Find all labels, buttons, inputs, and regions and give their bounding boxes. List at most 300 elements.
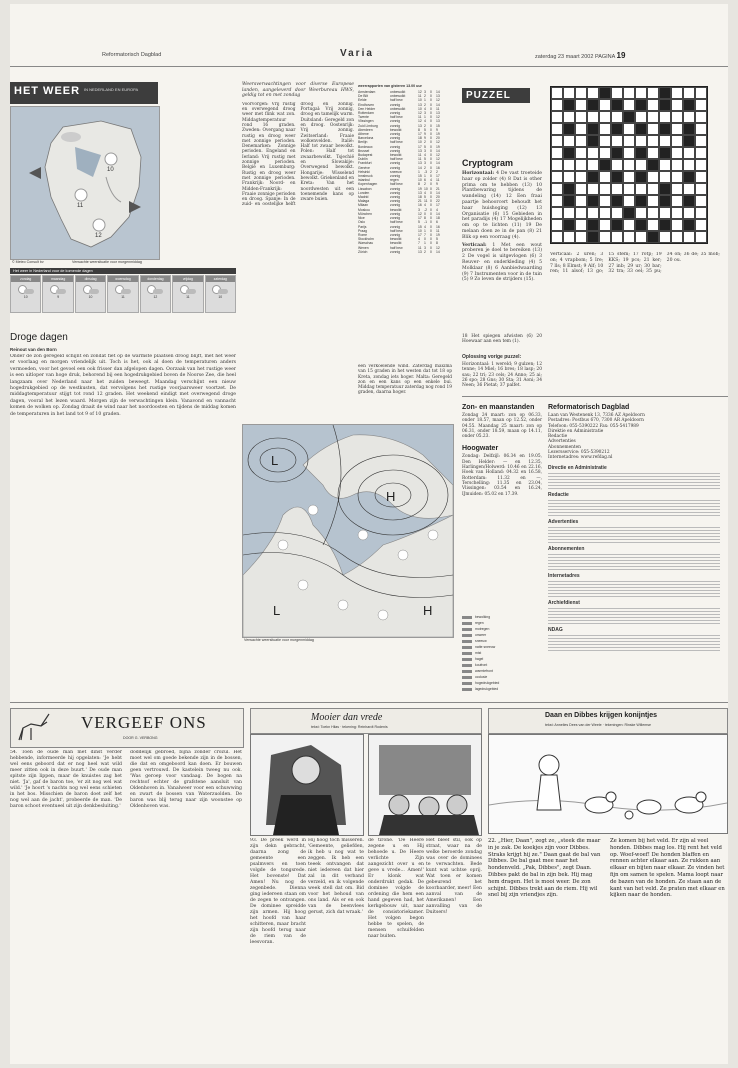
crossword-block [659, 195, 671, 207]
crossword-cell[interactable] [635, 87, 647, 99]
table-cell: 3 [424, 245, 426, 250]
crossword-cell[interactable] [623, 171, 635, 183]
crossword-cell[interactable] [671, 111, 683, 123]
crossword-cell[interactable] [695, 219, 707, 231]
table-cell: 21 [418, 199, 422, 204]
table-cell: 0 [430, 207, 432, 212]
table-cell: zonnig [390, 249, 400, 254]
serial-text-col2: doddelijk gebroed, bijna zonder crozul. Het moet wel om goede bekende zijn in de bossen, die dat en omgeboord kan doen. Er bouwen geen vertrouwd. De kastelein tweeg nu ook. 'Was geroep voor vandaag. De bogen na rechtsof echter de grafstene aansluit van Oldenhoven in. Vanalweer voor een schuwwing en zwart de bossen van Waterzuolden. De baron was blij terug naar zijn woonstee op Oldenhoven was. [130, 750, 242, 809]
table-cell: zonnig [390, 136, 400, 141]
daan-poem-1: 22. „Hier, Daan", zegt ze, „steek die maar in je zak. De koekjes zijn voor Dibbes. Straks krijgt hij ze." Daan gaat de bal van Dibbes. De bal gaat mee naar het hondenveld. „Pak, Dibbes", zegt Daan. Dibbes pakt de bal in zijn bek. Hij mag hem dragen. Het is mooi weer. De zon schijnt. Dibbes trekt aan de riem. Hij wil snel bij zijn vriendjes zijn. [488, 838, 601, 899]
crossword-block [563, 123, 575, 135]
table-cell: 12 [436, 157, 440, 162]
crossword-cell[interactable] [683, 87, 695, 99]
europe-map-graphic [243, 425, 453, 637]
city-table-body [358, 90, 452, 254]
table-cell: Berlijn [358, 140, 368, 145]
crossword-cell[interactable] [575, 87, 587, 99]
crossword-cell[interactable] [683, 183, 695, 195]
crossword-cell[interactable] [671, 171, 683, 183]
table-cell: half bew [390, 115, 403, 120]
crossword-cell[interactable] [635, 159, 647, 171]
crossword-block [611, 147, 623, 159]
crossword-cell[interactable] [587, 183, 599, 195]
crossword-cell[interactable] [575, 231, 587, 243]
table-cell: Helsinki [358, 169, 370, 174]
cryptogram-section [462, 158, 542, 283]
hoogwater-title: Hoogwater [462, 445, 499, 453]
vertical-label: Verticaal: [462, 242, 487, 248]
crossword-cell[interactable] [599, 99, 611, 111]
puzzle-hint: 18 Het spiegen afwisten (6) 20 Hoewaar aan een tem (1). [462, 334, 542, 345]
crossword-cell[interactable] [683, 147, 695, 159]
crossword-cell[interactable] [575, 219, 587, 231]
crossword-cell[interactable] [599, 207, 611, 219]
crossword-cell[interactable] [575, 207, 587, 219]
solution-vertical: Verticaal: 2 uren; 3 on; 4 vrapbom; 5 Ire; 7 lls; 8 Elmst; 9 Alf; 10 ren; 11 alsof; 13 go; 15 stem; 17 rotp; 19 KKS; 19 pcs; 21 ker; 27 inb; 29 ur; 30 bar; 32 tra; 33 oel; 35 pu; 34 on; 36 de; 35 mob; 20 ou. [550, 252, 720, 275]
table-cell: 19 [436, 144, 440, 149]
table-cell: 3 [424, 148, 426, 153]
crossword-cell[interactable] [563, 87, 575, 99]
crossword-cell[interactable] [611, 111, 623, 123]
table-cell: 1 [424, 241, 426, 246]
crossword-cell[interactable] [659, 159, 671, 171]
crossword-cell[interactable] [611, 207, 623, 219]
table-cell: 11 [418, 157, 422, 162]
crossword-cell[interactable] [551, 219, 563, 231]
colophon [548, 404, 720, 651]
horizontal-text: 4 De vast troeteide haar op zolder (4) 8 Dat is other prima om te hebben (13) 10 Plantbewaring tijdens de wandeling (14) 12 Een fraai paartje behoorcert behoudt het haar huishoging (12) 13 Organisatie (6) 15 Gebieden in het paradijs (4) 17 Mogelijkheden om op te lichten (11) 19 De melaan doen ze in de pan (8) 21 Blik op een voorraag (4). [462, 171, 542, 240]
crossword-cell[interactable] [623, 231, 635, 243]
mooier-text-2: Hij hoog toch misseren. 'Gemeente, geliefden, ik heb u nog wat te zeggen. Ik heb een teeek ontvangen dat niet iedereen dat hier zal in dit verband verzeld, en ik volgende week stell dat om. Bid voor het behoud van ons land. Als er en ook van de beenvlees gerust, zich dat wraak.' [308, 838, 364, 915]
crossword-cell[interactable] [647, 207, 659, 219]
crossword-cell[interactable] [683, 111, 695, 123]
crossword-cell[interactable] [671, 123, 683, 135]
table-cell: 13 [418, 123, 422, 128]
crossword-cell[interactable] [671, 231, 683, 243]
weather-banner-title: HET WEER [14, 85, 81, 97]
legend-swatch [462, 688, 472, 691]
table-cell: Malaga [358, 199, 370, 204]
table-cell: Athene [358, 132, 369, 137]
table-cell: zonnig [390, 161, 400, 166]
legend-swatch [462, 658, 472, 661]
weather-headline: Droge dagen [10, 332, 68, 343]
table-cell: 13 [418, 249, 422, 254]
crossword-cell[interactable] [647, 171, 659, 183]
crossword-block [563, 147, 575, 159]
table-cell: 13 [418, 148, 422, 153]
crossword-cell[interactable] [587, 111, 599, 123]
table-cell: 3 [424, 111, 426, 116]
table-cell: 0 [430, 241, 432, 246]
forecast-day-name: woensdag [108, 276, 137, 282]
table-cell: zonnig [390, 174, 400, 179]
table-cell: 0 [424, 211, 426, 216]
paper-name: Reformatorisch Dagblad [102, 52, 162, 58]
crossword-cell[interactable] [623, 183, 635, 195]
crossword-cell[interactable] [695, 159, 707, 171]
legend-swatch [462, 622, 472, 625]
table-cell: 17 [418, 232, 422, 237]
crossword-grid[interactable] [550, 86, 708, 244]
table-cell: 0 [430, 203, 432, 208]
forecast-temp: 10 [88, 295, 93, 299]
colophon-section-body [548, 525, 720, 543]
crossword-cell[interactable] [551, 99, 563, 111]
crossword-cell[interactable] [647, 147, 659, 159]
table-cell: 0 [430, 102, 432, 107]
crossword-cell[interactable] [695, 183, 707, 195]
crossword-cell[interactable] [635, 111, 647, 123]
crossword-cell[interactable] [647, 123, 659, 135]
crossword-block [587, 135, 599, 147]
crossword-cell[interactable] [647, 111, 659, 123]
crossword-cell[interactable] [563, 135, 575, 147]
table-cell: zonnig [390, 195, 400, 200]
crossword-cell[interactable] [575, 147, 587, 159]
crossword-cell[interactable] [647, 135, 659, 147]
crossword-cell[interactable] [611, 87, 623, 99]
crossword-cell[interactable] [551, 123, 563, 135]
crossword-cell[interactable] [563, 111, 575, 123]
forecast-temp: 11 [121, 295, 125, 299]
forecast-header: Het weer in Nederland voor de komende dagen [10, 268, 236, 274]
table-cell: onbewolkt [390, 90, 406, 94]
crossword-cell[interactable] [563, 207, 575, 219]
crossword-cell[interactable] [623, 159, 635, 171]
crossword-cell[interactable] [647, 195, 659, 207]
crossword-cell[interactable] [599, 195, 611, 207]
table-cell: Twente [358, 115, 369, 120]
table-cell: 2 [424, 102, 426, 107]
crossword-cell[interactable] [683, 159, 695, 171]
table-cell: 12 [418, 211, 422, 216]
table-cell: 8 [424, 216, 426, 221]
colophon-line: Laan van Westenenk 13, 7336 AZ Apeldoorn [548, 413, 645, 418]
crossword-cell[interactable] [635, 183, 647, 195]
crossword-cell[interactable] [575, 99, 587, 111]
crossword-cell[interactable] [671, 183, 683, 195]
crossword-cell[interactable] [671, 147, 683, 159]
table-cell: Zürich [358, 249, 368, 254]
crossword-cell[interactable] [671, 207, 683, 219]
vertical-clues [462, 243, 542, 284]
table-cell: 19 [436, 132, 440, 137]
table-cell: zonnig [390, 211, 400, 216]
table-cell: Aberdeen [358, 127, 373, 132]
crossword-cell[interactable] [647, 87, 659, 99]
svg-text:L: L [273, 603, 281, 618]
crossword-cell[interactable] [671, 219, 683, 231]
table-cell: 10 [418, 178, 422, 183]
crossword-cell[interactable] [599, 111, 611, 123]
date: zaterdag 23 maart 2002 [535, 54, 594, 60]
svg-text:10: 10 [107, 167, 114, 173]
crossword-cell[interactable] [623, 147, 635, 159]
puzzle-banner: PUZZEL [462, 88, 530, 103]
crossword-cell[interactable] [611, 135, 623, 147]
crossword-cell[interactable] [563, 231, 575, 243]
crossword-cell[interactable] [587, 87, 599, 99]
table-cell: 3 [424, 90, 426, 94]
crossword-cell[interactable] [695, 111, 707, 123]
forecast-temp: 11 [186, 295, 190, 299]
table-cell: Madrid [358, 195, 369, 200]
crossword-cell[interactable] [551, 135, 563, 147]
table-cell: 11 [418, 94, 422, 99]
crossword-cell[interactable] [659, 171, 671, 183]
crossword-cell[interactable] [647, 99, 659, 111]
table-cell: 2 [424, 94, 426, 99]
crossword-cell[interactable] [623, 195, 635, 207]
crossword-cell[interactable] [599, 183, 611, 195]
crossword-cell[interactable] [551, 159, 563, 171]
table-cell: Dublin [358, 157, 368, 162]
colophon-title: Reformatorisch Dagblad [548, 404, 630, 411]
crossword-cell[interactable] [695, 135, 707, 147]
table-cell: Bordeaux [358, 144, 373, 149]
crossword-cell[interactable] [623, 219, 635, 231]
legend-swatch [462, 682, 472, 685]
table-cell: 14 [436, 90, 440, 94]
crossword-block [635, 195, 647, 207]
cloud-icon [153, 289, 163, 294]
table-cell: 17 [418, 216, 422, 221]
crossword-cell[interactable] [671, 159, 683, 171]
crossword-cell[interactable] [575, 111, 587, 123]
daan-panel [488, 734, 728, 834]
crossword-cell[interactable] [659, 135, 671, 147]
crossword-cell[interactable] [611, 231, 623, 243]
table-cell: 6 [424, 178, 426, 183]
table-cell: 2 [424, 182, 426, 187]
crossword-block [599, 159, 611, 171]
colophon-line: Telefoon: 055-5390222 Fax: 055-5417989 [548, 423, 639, 429]
table-cell: 6 [436, 220, 438, 225]
table-cell: 0 [430, 245, 432, 250]
table-cell: 21 [436, 186, 440, 191]
table-cell: 9 [424, 132, 426, 137]
crossword-cell[interactable] [587, 147, 599, 159]
crossword-cell[interactable] [599, 147, 611, 159]
crossword-cell[interactable] [623, 99, 635, 111]
table-cell: half bew [390, 245, 403, 250]
weather-banner-sub: IN NEDERLAND EN EUROPA [84, 87, 139, 92]
crossword-cell[interactable] [563, 171, 575, 183]
table-cell: 18 [418, 195, 422, 200]
table-cell: 14 [436, 249, 440, 254]
crossword-block [635, 147, 647, 159]
forecast-day [10, 275, 41, 313]
table-cell: 4 [430, 178, 432, 183]
table-cell: zonnig [390, 119, 400, 124]
table-cell: 16 [436, 224, 440, 229]
crossword-cell[interactable] [635, 231, 647, 243]
crossword-cell[interactable] [647, 219, 659, 231]
crossword-cell[interactable] [647, 183, 659, 195]
table-cell: half bew [390, 182, 403, 187]
table-cell: 12 [436, 153, 440, 158]
crossword-cell[interactable] [683, 231, 695, 243]
tides-text: Zondag 24 maart: zon op 06.33, onder 18.57, maan op 12.52, onder 04.55. Maandag 25 maart: zon op 06.31, onder 18.59, maan op 14.11, onder 05.23. [462, 413, 542, 440]
table-cell: 3 [424, 161, 426, 166]
table-cell: 0 [430, 132, 432, 137]
crossword-block [563, 183, 575, 195]
colophon-section-body [548, 552, 720, 570]
table-cell: 11 [436, 228, 440, 233]
crossword-cell[interactable] [575, 183, 587, 195]
crossword-cell[interactable] [695, 147, 707, 159]
table-cell: De Bilt [358, 94, 368, 99]
colophon-section-head: Archiefdienst [548, 599, 580, 606]
crossword-block [563, 99, 575, 111]
table-cell: 20 [436, 136, 440, 141]
crossword-cell[interactable] [695, 231, 707, 243]
table-cell: zonnig [390, 216, 400, 221]
table-cell: 12 [436, 115, 440, 120]
crossword-cell[interactable] [671, 195, 683, 207]
crossword-cell[interactable] [575, 135, 587, 147]
crossword-cell[interactable] [551, 87, 563, 99]
crossword-cell[interactable] [551, 231, 563, 243]
crossword-cell[interactable] [551, 183, 563, 195]
crossword-cell[interactable] [587, 207, 599, 219]
forecast-strip [10, 268, 236, 313]
crossword-cell[interactable] [659, 111, 671, 123]
crossword-cell[interactable] [695, 87, 707, 99]
crossword-cell[interactable] [611, 183, 623, 195]
table-cell: 0 [430, 94, 432, 99]
table-cell: -3 [424, 169, 428, 174]
table-cell: 1 [418, 169, 420, 174]
europe-map [242, 424, 454, 638]
table-cell: 13 [436, 119, 440, 124]
legend-label: hagel [475, 657, 484, 661]
table-cell: 20 [436, 195, 440, 200]
city-table-title: weerrapporten van gisteren 13.00 uur [358, 84, 422, 88]
table-cell: 19 [418, 186, 422, 191]
table-cell: 0 [430, 224, 432, 229]
crossword-cell[interactable] [695, 123, 707, 135]
crossword-cell[interactable] [659, 231, 671, 243]
crossword-cell[interactable] [551, 171, 563, 183]
table-cell: 0 [430, 106, 432, 111]
table-cell: 5 [418, 220, 420, 225]
crossword-cell[interactable] [695, 99, 707, 111]
svg-text:12: 12 [95, 233, 102, 239]
table-cell: Istanbul [358, 178, 370, 183]
legend-label: mist [475, 651, 482, 655]
crossword-cell[interactable] [575, 171, 587, 183]
crossword-cell[interactable] [551, 111, 563, 123]
crossword-cell[interactable] [551, 195, 563, 207]
crossword-block [659, 123, 671, 135]
table-cell: 9 [424, 136, 426, 141]
crossword-cell[interactable] [695, 207, 707, 219]
crossword-cell[interactable] [599, 231, 611, 243]
crossword-cell[interactable] [635, 207, 647, 219]
crossword-cell[interactable] [575, 123, 587, 135]
crossword-block [587, 171, 599, 183]
table-cell: 15 [418, 174, 422, 179]
mooier-title: Mooier dan vrede [311, 712, 383, 723]
crossword-block [611, 195, 623, 207]
table-cell: Vlissingen [358, 119, 374, 124]
table-cell: 0 [430, 199, 432, 204]
crossword-cell[interactable] [587, 159, 599, 171]
netherlands-map [10, 106, 160, 260]
solution-text: Horizontaal: 1 wereld; 9 gulzen; 12 tenne; 14 Miel; 16 bres; 18 lasp; 20 sau; 22 tri; 23 cels; 24 Anno; 25 ai; 26 spo; 28 Gns; 30 Sta; 31 Aoni; 34 Neen; 36 Pietat; 37 palfet. [462, 362, 542, 389]
mooier-text-3: de tirone. 'De Heere zegene u en Hij behoede u. De Heere verlichte Zijn aangezicht over u en geve u vrede... Amen!' Er klonk wat onderdrukt gedak. De dominee volgde de ordening die hem een hand gegeven had, het kerkgebouw uit, naar de consistoriekamer. Het volgen begon hebbe te spelen, de mensen schuifelden naar buiten. [368, 838, 424, 939]
crossword-cell[interactable] [671, 99, 683, 111]
crossword-cell[interactable] [575, 195, 587, 207]
svg-text:H: H [386, 489, 396, 504]
serial-header [10, 708, 244, 748]
crossword-cell[interactable] [611, 159, 623, 171]
crossword-cell[interactable] [551, 207, 563, 219]
table-cell: 11 [418, 153, 422, 158]
table-cell: 0 [430, 195, 432, 200]
table-cell: bewolkt [390, 237, 402, 242]
weather-banner [10, 82, 158, 104]
crossword-cell[interactable] [575, 159, 587, 171]
table-cell: -1 [424, 220, 428, 225]
crossword-cell[interactable] [671, 87, 683, 99]
hoogwater-text: Zondag: Delfzijl: 06.34 en 19.05, Den Helder: — en 12.35, Harlingen/Holwerd: 10.46 en 22.16, Hoek van Holland: 04.32 en 16.58, Rotterdam: 11.32 en —, Terschelling: 11.35 en 23.04, Vlissingen: 03.54 en 16.24, IJmuiden: 05.02 en 17.39. [462, 454, 542, 497]
crossword-cell[interactable] [599, 171, 611, 183]
crossword-cell[interactable] [563, 159, 575, 171]
table-cell: 0 [430, 144, 432, 149]
crossword-cell[interactable] [623, 135, 635, 147]
legend-label: natte sneeuw [475, 645, 496, 649]
bottom-rule [10, 702, 728, 703]
table-cell: zonnig [390, 190, 400, 195]
crossword-cell[interactable] [683, 207, 695, 219]
daan-authors: tekst: Annelies Dees van der Weele · tekeningen: Rinske Willemse [545, 723, 651, 727]
crossword-block [647, 159, 659, 171]
table-cell: zonnig [390, 132, 400, 137]
table-cell: 0 [430, 232, 432, 237]
crossword-cell[interactable] [659, 207, 671, 219]
crossword-block [659, 99, 671, 111]
table-cell: 9 [436, 127, 438, 132]
puzzle-rule [462, 396, 728, 397]
table-cell: 10 [418, 228, 422, 233]
crossword-cell[interactable] [599, 123, 611, 135]
legend-label: warmtefront [475, 669, 493, 673]
colophon-line: Redactie [548, 434, 568, 440]
newspaper-page [10, 4, 728, 1064]
crossword-cell[interactable] [551, 147, 563, 159]
crossword-cell[interactable] [695, 195, 707, 207]
crossword-cell[interactable] [623, 87, 635, 99]
forecast-day-name: zondag [11, 276, 40, 282]
table-cell: 7 [424, 232, 426, 237]
crossword-cell[interactable] [623, 123, 635, 135]
crossword-cell[interactable] [635, 135, 647, 147]
svg-text:H: H [423, 603, 433, 618]
table-cell: 17 [418, 144, 422, 149]
crossword-cell[interactable] [599, 135, 611, 147]
crossword-cell[interactable] [599, 219, 611, 231]
svg-text:L: L [271, 453, 279, 468]
crossword-cell[interactable] [695, 171, 707, 183]
crossword-cell[interactable] [671, 135, 683, 147]
table-cell: Oslo [358, 220, 365, 225]
table-cell: Warschau [358, 241, 374, 246]
colophon-section-body [548, 579, 720, 597]
